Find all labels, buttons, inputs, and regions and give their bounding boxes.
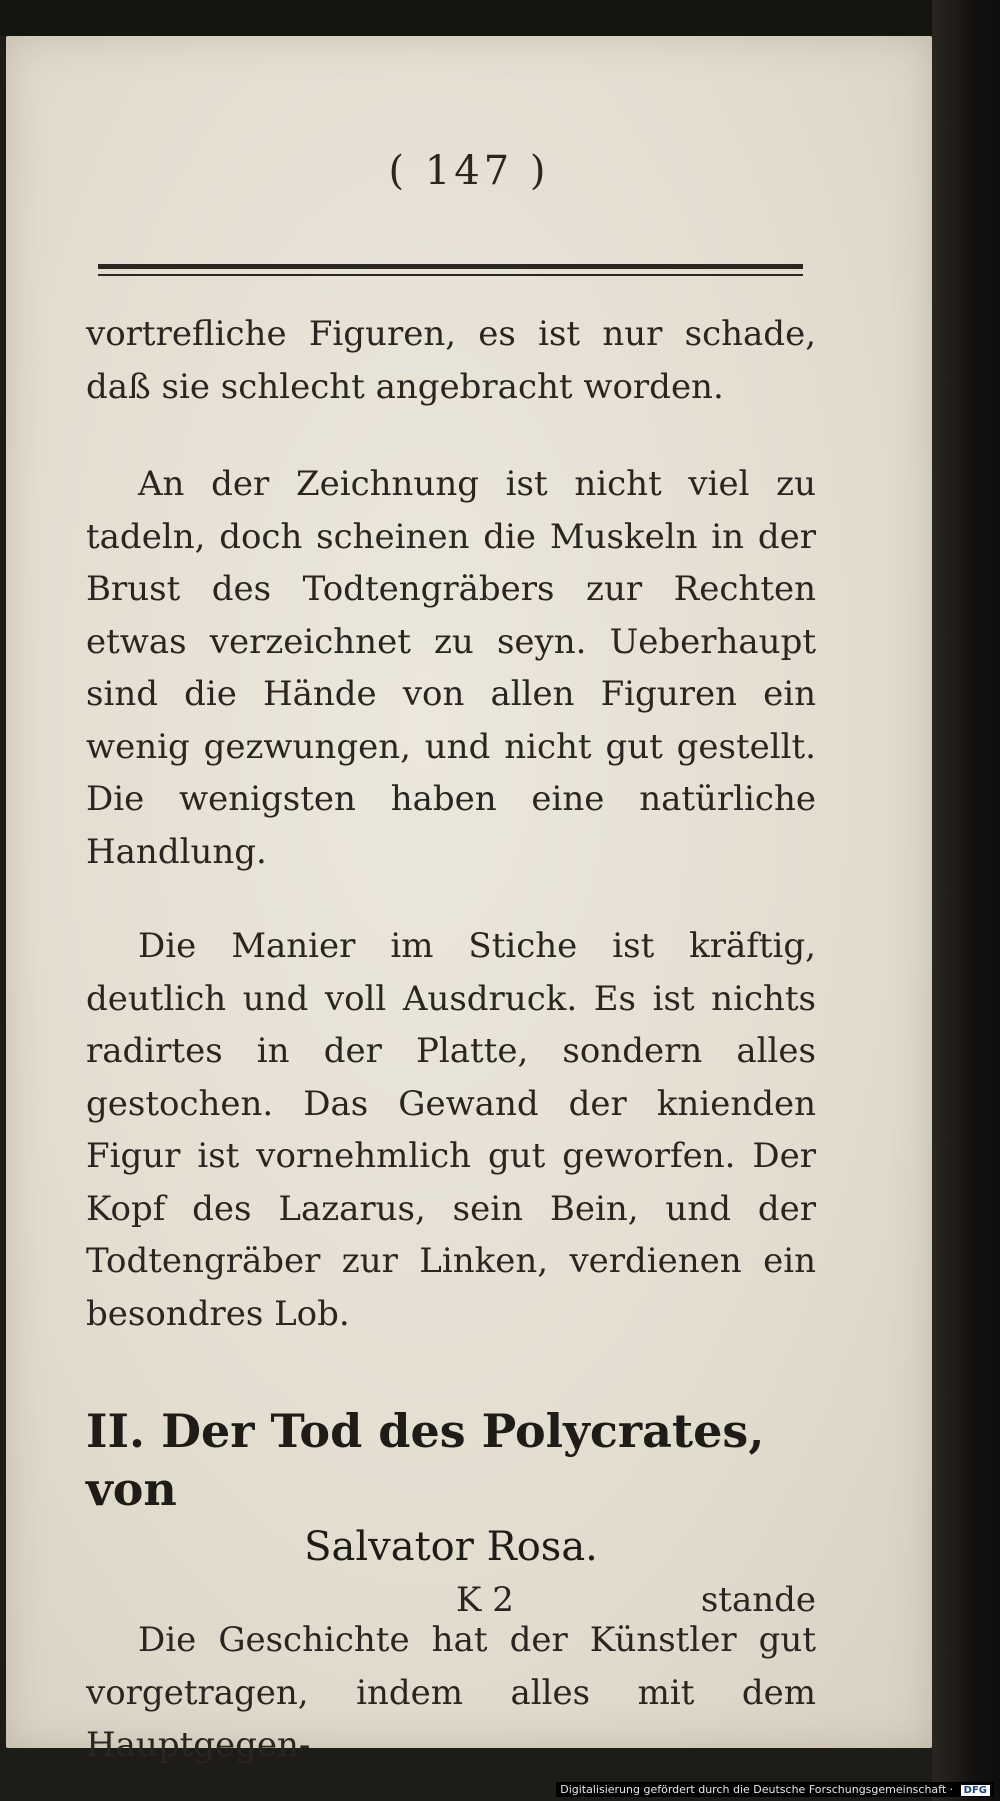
- page-footer: [86, 1580, 816, 1632]
- credit-text: Digitalisierung gefördert durch die Deutsche Forschungsgemeinschaft ·: [560, 1783, 954, 1796]
- dfg-logo: DFG: [961, 1785, 990, 1796]
- paragraph-gap: [86, 878, 816, 920]
- paragraph-story: Die Geschichte hat der Künstler gut vorgetragen, indem alles mit dem Hauptgegen-: [86, 1620, 816, 1765]
- binding-shadow-top: [0, 0, 1000, 36]
- book-page: [6, 36, 932, 1765]
- body-text: [86, 308, 816, 1772]
- paragraph-continuation: vortrefliche Figuren, es ist nur schade, daß sie schlecht angebracht worden.: [86, 314, 816, 407]
- paragraph-drawing: An der Zeichnung ist nicht viel zu tadeln, doch scheinen die Muskeln in der Brust des Todtengräbers zur Rechten etwas verzeichnet zu seyn. Ueberhaupt sind die Hände von allen Figuren ein wenig gezwungen, und nicht gut gestellt. Die wenigsten haben eine natürliche Handlung.: [86, 464, 816, 872]
- signature-mark: K 2: [456, 1580, 514, 1620]
- page-number: ( 147 ): [388, 148, 550, 194]
- book-edge-right: [932, 0, 1000, 1801]
- section-heading: [86, 1402, 816, 1576]
- paragraph-engraving: Die Manier im Stiche ist kräftig, deutlich und voll Ausdruck. Es ist nichts radirtes in der Platte, sondern alles gestochen. Das Gewand der knienden Figur ist vornehmlich gut geworfen. Der Kopf des Lazarus, sein Bein, und der Todtengräber zur Linken, verdienen ein besondres Lob.: [86, 926, 816, 1334]
- section-heading-artist: Salvator Rosa.: [304, 1524, 598, 1570]
- header-rule-thick: [98, 264, 803, 269]
- paragraph-gap: [86, 413, 816, 458]
- section-heading-title: II. Der Tod des Polycrates, von: [86, 1404, 765, 1516]
- catchword: stande: [700, 1580, 816, 1620]
- header-rule-thin: [98, 274, 803, 276]
- digitization-credit: [556, 1782, 994, 1797]
